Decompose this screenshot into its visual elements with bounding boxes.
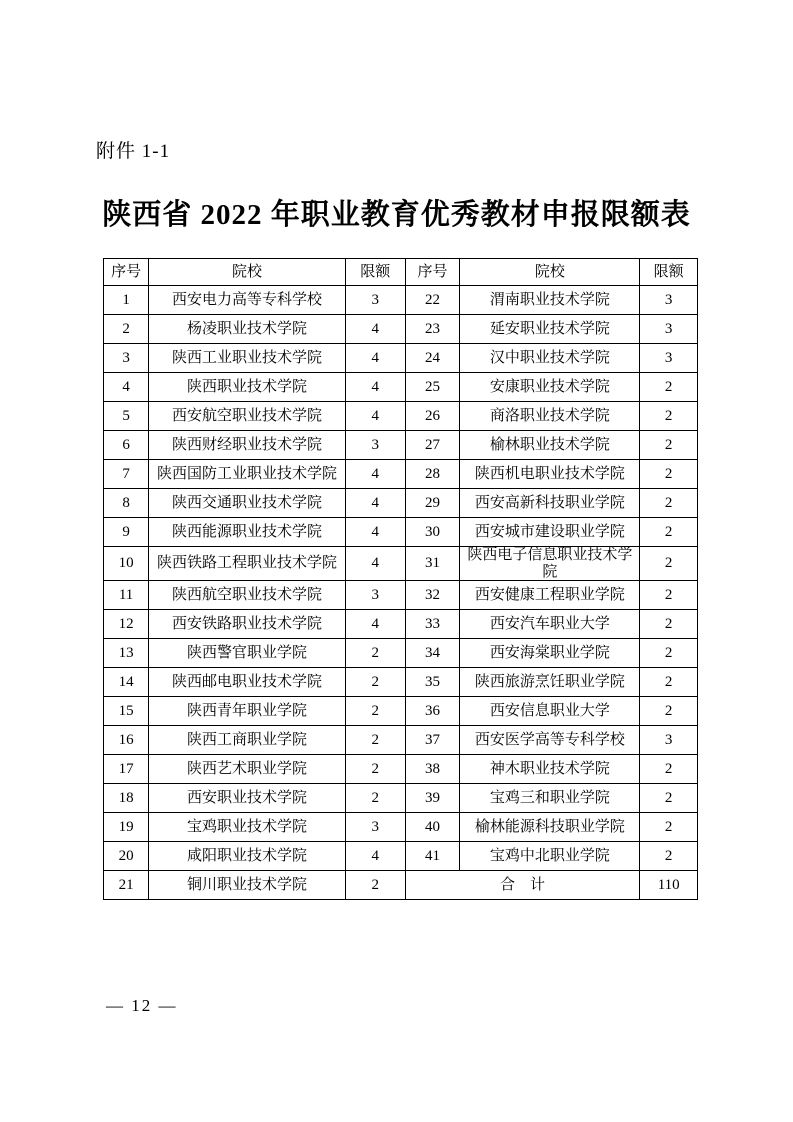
quota: 3 bbox=[345, 581, 405, 610]
header-quota: 限额 bbox=[345, 259, 405, 286]
school-name: 宝鸡中北职业学院 bbox=[460, 842, 640, 871]
header-row bbox=[104, 259, 698, 286]
school-name: 咸阳职业技术学院 bbox=[149, 842, 346, 871]
quota: 2 bbox=[640, 581, 698, 610]
school-name: 宝鸡职业技术学院 bbox=[149, 813, 346, 842]
table-row bbox=[104, 813, 698, 842]
row-no: 37 bbox=[405, 726, 460, 755]
row-no: 34 bbox=[405, 639, 460, 668]
quota: 3 bbox=[345, 813, 405, 842]
quota: 3 bbox=[345, 286, 405, 315]
school-name: 铜川职业技术学院 bbox=[149, 871, 346, 900]
quota: 2 bbox=[640, 610, 698, 639]
quota: 4 bbox=[345, 460, 405, 489]
school-name: 安康职业技术学院 bbox=[460, 373, 640, 402]
row-no: 30 bbox=[405, 518, 460, 547]
row-no: 41 bbox=[405, 842, 460, 871]
row-no: 22 bbox=[405, 286, 460, 315]
school-name: 陕西艺术职业学院 bbox=[149, 755, 346, 784]
row-no: 12 bbox=[104, 610, 149, 639]
row-no: 5 bbox=[104, 402, 149, 431]
school-name: 陕西邮电职业技术学院 bbox=[149, 668, 346, 697]
row-no: 28 bbox=[405, 460, 460, 489]
row-no: 33 bbox=[405, 610, 460, 639]
school-name: 延安职业技术学院 bbox=[460, 315, 640, 344]
school-name: 西安信息职业大学 bbox=[460, 697, 640, 726]
row-no: 26 bbox=[405, 402, 460, 431]
school-name: 陕西职业技术学院 bbox=[149, 373, 346, 402]
quota: 2 bbox=[640, 668, 698, 697]
school-name: 西安城市建设职业学院 bbox=[460, 518, 640, 547]
header-no: 序号 bbox=[405, 259, 460, 286]
table-row bbox=[104, 726, 698, 755]
row-no: 15 bbox=[104, 697, 149, 726]
row-no: 14 bbox=[104, 668, 149, 697]
quota: 4 bbox=[345, 547, 405, 581]
quota: 4 bbox=[345, 489, 405, 518]
school-name: 陕西铁路工程职业技术学院 bbox=[149, 547, 346, 581]
quota: 2 bbox=[345, 726, 405, 755]
row-no: 24 bbox=[405, 344, 460, 373]
table-row bbox=[104, 518, 698, 547]
quota: 2 bbox=[345, 755, 405, 784]
row-no: 7 bbox=[104, 460, 149, 489]
school-name: 宝鸡三和职业学院 bbox=[460, 784, 640, 813]
quota: 4 bbox=[345, 344, 405, 373]
row-no: 20 bbox=[104, 842, 149, 871]
quota: 2 bbox=[345, 639, 405, 668]
row-no: 6 bbox=[104, 431, 149, 460]
school-name: 陕西国防工业职业技术学院 bbox=[149, 460, 346, 489]
row-no: 8 bbox=[104, 489, 149, 518]
quota: 3 bbox=[640, 286, 698, 315]
quota: 3 bbox=[345, 431, 405, 460]
row-no: 2 bbox=[104, 315, 149, 344]
table-row bbox=[104, 610, 698, 639]
school-name: 榆林能源科技职业学院 bbox=[460, 813, 640, 842]
school-name: 西安汽车职业大学 bbox=[460, 610, 640, 639]
table-row bbox=[104, 639, 698, 668]
table-row bbox=[104, 871, 698, 900]
row-no: 39 bbox=[405, 784, 460, 813]
table-row bbox=[104, 402, 698, 431]
row-no: 16 bbox=[104, 726, 149, 755]
school-name: 陕西工商职业学院 bbox=[149, 726, 346, 755]
quota: 2 bbox=[640, 431, 698, 460]
school-name: 西安医学高等专科学校 bbox=[460, 726, 640, 755]
row-no: 23 bbox=[405, 315, 460, 344]
page-number: — 12 — bbox=[106, 996, 178, 1015]
table-row bbox=[104, 581, 698, 610]
table-header bbox=[104, 259, 698, 286]
quota: 2 bbox=[640, 373, 698, 402]
school-name: 陕西工业职业技术学院 bbox=[149, 344, 346, 373]
school-name: 陕西警官职业学院 bbox=[149, 639, 346, 668]
row-no: 9 bbox=[104, 518, 149, 547]
row-no: 19 bbox=[104, 813, 149, 842]
school-name: 陕西电子信息职业技术学院 bbox=[460, 547, 640, 581]
school-name: 汉中职业技术学院 bbox=[460, 344, 640, 373]
row-no: 32 bbox=[405, 581, 460, 610]
school-name: 陕西航空职业技术学院 bbox=[149, 581, 346, 610]
school-name: 陕西青年职业学院 bbox=[149, 697, 346, 726]
school-name: 渭南职业技术学院 bbox=[460, 286, 640, 315]
quota: 2 bbox=[640, 402, 698, 431]
row-no: 3 bbox=[104, 344, 149, 373]
quota: 2 bbox=[640, 784, 698, 813]
quota: 2 bbox=[640, 518, 698, 547]
table-row bbox=[104, 373, 698, 402]
row-no: 35 bbox=[405, 668, 460, 697]
header-no: 序号 bbox=[104, 259, 149, 286]
quota: 2 bbox=[345, 668, 405, 697]
quota: 3 bbox=[640, 315, 698, 344]
quota: 2 bbox=[640, 755, 698, 784]
school-name: 西安电力高等专科学校 bbox=[149, 286, 346, 315]
table-row bbox=[104, 842, 698, 871]
quota: 2 bbox=[345, 697, 405, 726]
row-no: 4 bbox=[104, 373, 149, 402]
school-name: 西安铁路职业技术学院 bbox=[149, 610, 346, 639]
school-name: 陕西机电职业技术学院 bbox=[460, 460, 640, 489]
table-row bbox=[104, 286, 698, 315]
row-no: 40 bbox=[405, 813, 460, 842]
row-no: 38 bbox=[405, 755, 460, 784]
quota: 2 bbox=[640, 842, 698, 871]
table-row bbox=[104, 755, 698, 784]
school-name: 陕西交通职业技术学院 bbox=[149, 489, 346, 518]
attachment-label: 附件 1-1 bbox=[96, 141, 171, 162]
quota: 2 bbox=[640, 697, 698, 726]
school-name: 西安健康工程职业学院 bbox=[460, 581, 640, 610]
quota: 3 bbox=[640, 726, 698, 755]
school-name: 西安海棠职业学院 bbox=[460, 639, 640, 668]
table-row bbox=[104, 547, 698, 581]
quota: 2 bbox=[640, 639, 698, 668]
row-no: 21 bbox=[104, 871, 149, 900]
school-name: 神木职业技术学院 bbox=[460, 755, 640, 784]
row-no: 10 bbox=[104, 547, 149, 581]
school-name: 商洛职业技术学院 bbox=[460, 402, 640, 431]
quota: 2 bbox=[640, 460, 698, 489]
row-no: 1 bbox=[104, 286, 149, 315]
row-no: 27 bbox=[405, 431, 460, 460]
row-no: 29 bbox=[405, 489, 460, 518]
quota: 4 bbox=[345, 518, 405, 547]
total-label: 合 计 bbox=[405, 871, 640, 900]
quota: 2 bbox=[640, 489, 698, 518]
table-row bbox=[104, 344, 698, 373]
header-school: 院校 bbox=[460, 259, 640, 286]
quota: 4 bbox=[345, 373, 405, 402]
quota-table bbox=[103, 258, 698, 900]
table-row bbox=[104, 784, 698, 813]
quota: 2 bbox=[640, 547, 698, 581]
table-row bbox=[104, 431, 698, 460]
school-name: 陕西旅游烹饪职业学院 bbox=[460, 668, 640, 697]
school-name: 陕西财经职业技术学院 bbox=[149, 431, 346, 460]
total-quota: 110 bbox=[640, 871, 698, 900]
school-name: 杨凌职业技术学院 bbox=[149, 315, 346, 344]
table-row bbox=[104, 697, 698, 726]
quota: 4 bbox=[345, 610, 405, 639]
table-row bbox=[104, 315, 698, 344]
quota: 2 bbox=[345, 871, 405, 900]
row-no: 17 bbox=[104, 755, 149, 784]
school-name: 西安航空职业技术学院 bbox=[149, 402, 346, 431]
row-no: 36 bbox=[405, 697, 460, 726]
quota: 4 bbox=[345, 402, 405, 431]
row-no: 11 bbox=[104, 581, 149, 610]
quota: 4 bbox=[345, 842, 405, 871]
quota: 4 bbox=[345, 315, 405, 344]
school-name: 陕西能源职业技术学院 bbox=[149, 518, 346, 547]
row-no: 13 bbox=[104, 639, 149, 668]
header-quota: 限额 bbox=[640, 259, 698, 286]
quota: 2 bbox=[640, 813, 698, 842]
table-body bbox=[104, 286, 698, 871]
school-name: 西安高新科技职业学院 bbox=[460, 489, 640, 518]
table-row bbox=[104, 460, 698, 489]
row-no: 18 bbox=[104, 784, 149, 813]
school-name: 西安职业技术学院 bbox=[149, 784, 346, 813]
quota: 3 bbox=[640, 344, 698, 373]
quota: 2 bbox=[345, 784, 405, 813]
school-name: 榆林职业技术学院 bbox=[460, 431, 640, 460]
table-footer bbox=[104, 871, 698, 900]
table-row bbox=[104, 668, 698, 697]
table-row bbox=[104, 489, 698, 518]
row-no: 31 bbox=[405, 547, 460, 581]
header-school: 院校 bbox=[149, 259, 346, 286]
row-no: 25 bbox=[405, 373, 460, 402]
page-title: 陕西省 2022 年职业教育优秀教材申报限额表 bbox=[102, 199, 691, 231]
